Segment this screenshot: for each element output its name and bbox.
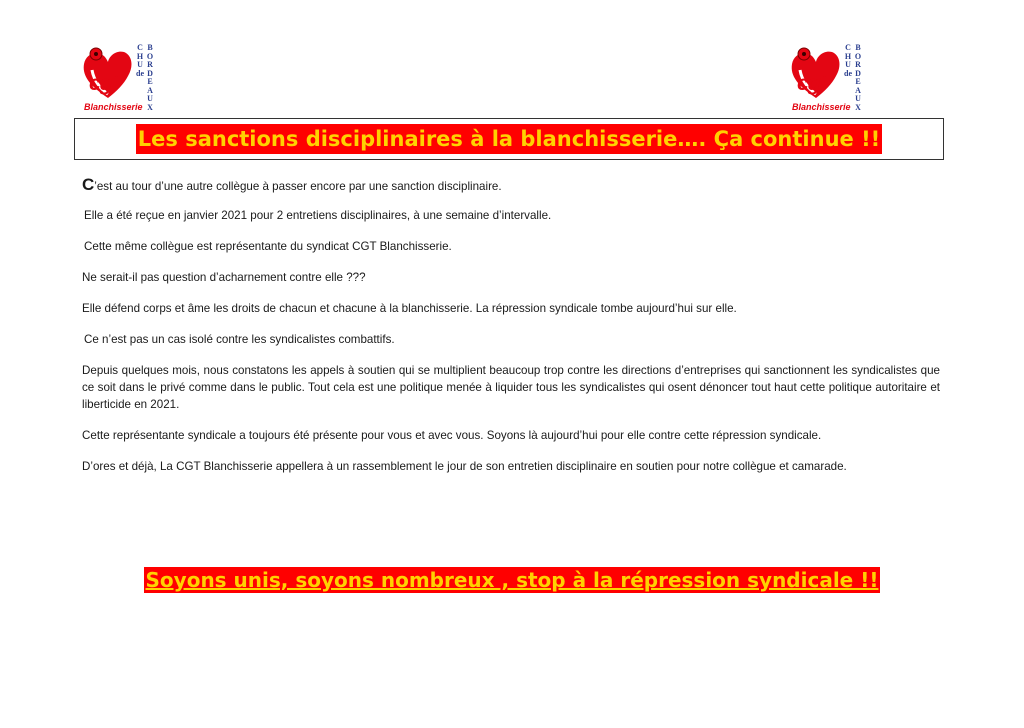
logo-bordeaux-text: BORDEAUX <box>854 43 862 112</box>
paragraph-6: Ce n’est pas un cas isolé contre les syndicalistes combattifs. <box>84 333 395 346</box>
paragraph-4: Ne serait-il pas question d’acharnement contre elle ??? <box>82 271 366 284</box>
cgt-logo-left <box>80 42 160 118</box>
logo-chu-text: CHU de <box>136 43 144 78</box>
paragraph-1 <box>82 176 940 195</box>
body-text <box>82 176 940 489</box>
page-title: Les sanctions disciplinaires à la blanchisserie…. Ça continue !! <box>136 124 882 154</box>
logo-subtitle: Blanchisserie <box>792 102 851 112</box>
paragraph-9: D’ores et déjà, La CGT Blanchisserie appellera à un rassemblement le jour de son entretien disciplinaire en soutien pour notre collègue et camarade. <box>82 460 847 473</box>
cgt-logo-right <box>788 42 868 118</box>
dropcap: C <box>82 175 95 194</box>
paragraph-1-text: ’est au tour d’une autre collègue à passer encore par une sanction disciplinaire. <box>94 180 502 193</box>
paragraph-8: Cette représentante syndicale a toujours été présente pour vous et avec vous. Soyons là aujourd’hui pour elle contre cette répression syndicale. <box>82 429 822 442</box>
paragraph-3: Cette même collègue est représentante du syndicat CGT Blanchisserie. <box>84 240 452 253</box>
logo-bordeaux-text: BORDEAUX <box>146 43 154 112</box>
slogan: Soyons unis, soyons nombreux , stop à la répression syndicale !! <box>145 568 879 592</box>
paragraph-7: Depuis quelques mois, nous constatons les appels à soutien qui se multiplient beaucoup trop contre les directions d’entreprises qui sanctionnent les syndicalistes que ce soit dans le privé comme dans le public. Tout cela est une politique menée à liquider tous les syndicalistes qui osent dénoncer tout haut cette politique autoritaire et liberticide en 2021. <box>82 364 940 411</box>
slogan-container <box>0 566 1024 594</box>
paragraph-2: Elle a été reçue en janvier 2021 pour 2 entretiens disciplinaires, à une semaine d’intervalle. <box>84 209 552 222</box>
logo-subtitle: Blanchisserie <box>84 102 143 112</box>
logo-chu-text: CHU de <box>844 43 852 78</box>
logo-brand: cgt <box>797 72 826 95</box>
paragraph-5: Elle défend corps et âme les droits de chacun et chacune à la blanchisserie. La répression syndicale tombe aujourd’hui sur elle. <box>82 302 737 315</box>
title-box <box>74 118 944 160</box>
logo-brand: cgt <box>89 72 118 95</box>
